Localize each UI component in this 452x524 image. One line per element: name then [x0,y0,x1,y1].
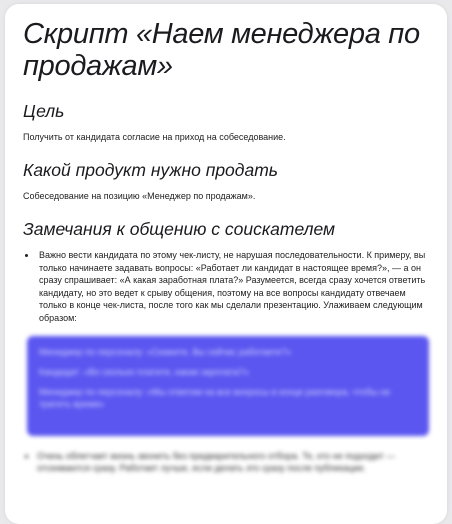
faded-list-item: • Очень облегчает жизнь звонить без предварительного отбора. Те, кто не подходит — отсеиваются сразу. Работает лучше, если делать это сразу после публикации. [37,450,429,474]
notes-list [23,249,429,324]
callout-line: Менеджер по персоналу: «Скажите, Вы сейчас работаете?» [39,347,292,357]
faded-list [23,450,429,474]
section-heading-notes: Замечания к общению с соискателем [23,219,336,239]
section-text-product: Собеседование на позицию «Менеджер по продажам». [23,191,256,201]
callout-line: Менеджер по персоналу: «Мы ответим на все вопросы в конце разговора, чтобы не тратить время» [39,387,391,409]
dialogue-callout [27,336,429,436]
notes-list-item: • Важно вести кандидата по этому чек-листу, не нарушая последовательности. К примеру, вы только начинаете задавать вопросы: «Работает ли кандидат в настоящее время?», — а он сразу спрашивает: «А какая заработная плата?» Разумеется, всегда сразу хочется ответить кандидату, но это ведет к срыву общения, поэтому на все вопросы кандидату отвечаем только в конце чек-листа, после того как мы сделали презентацию. Улаживаем следующим образом: [37,249,429,324]
section-text-goal: Получить от кандидата согласие на приход на собеседование. [23,132,286,142]
section-heading-goal: Цель [23,101,65,121]
document-title: Скрипт «Наем менеджера по продажам» [23,18,420,82]
document-sheet [5,4,447,524]
callout-line: Кандидат: «Во сколько платите, какая зарплата?» [39,367,249,377]
document-content [5,4,447,474]
section-heading-product: Какой продукт нужно продать [23,160,278,180]
